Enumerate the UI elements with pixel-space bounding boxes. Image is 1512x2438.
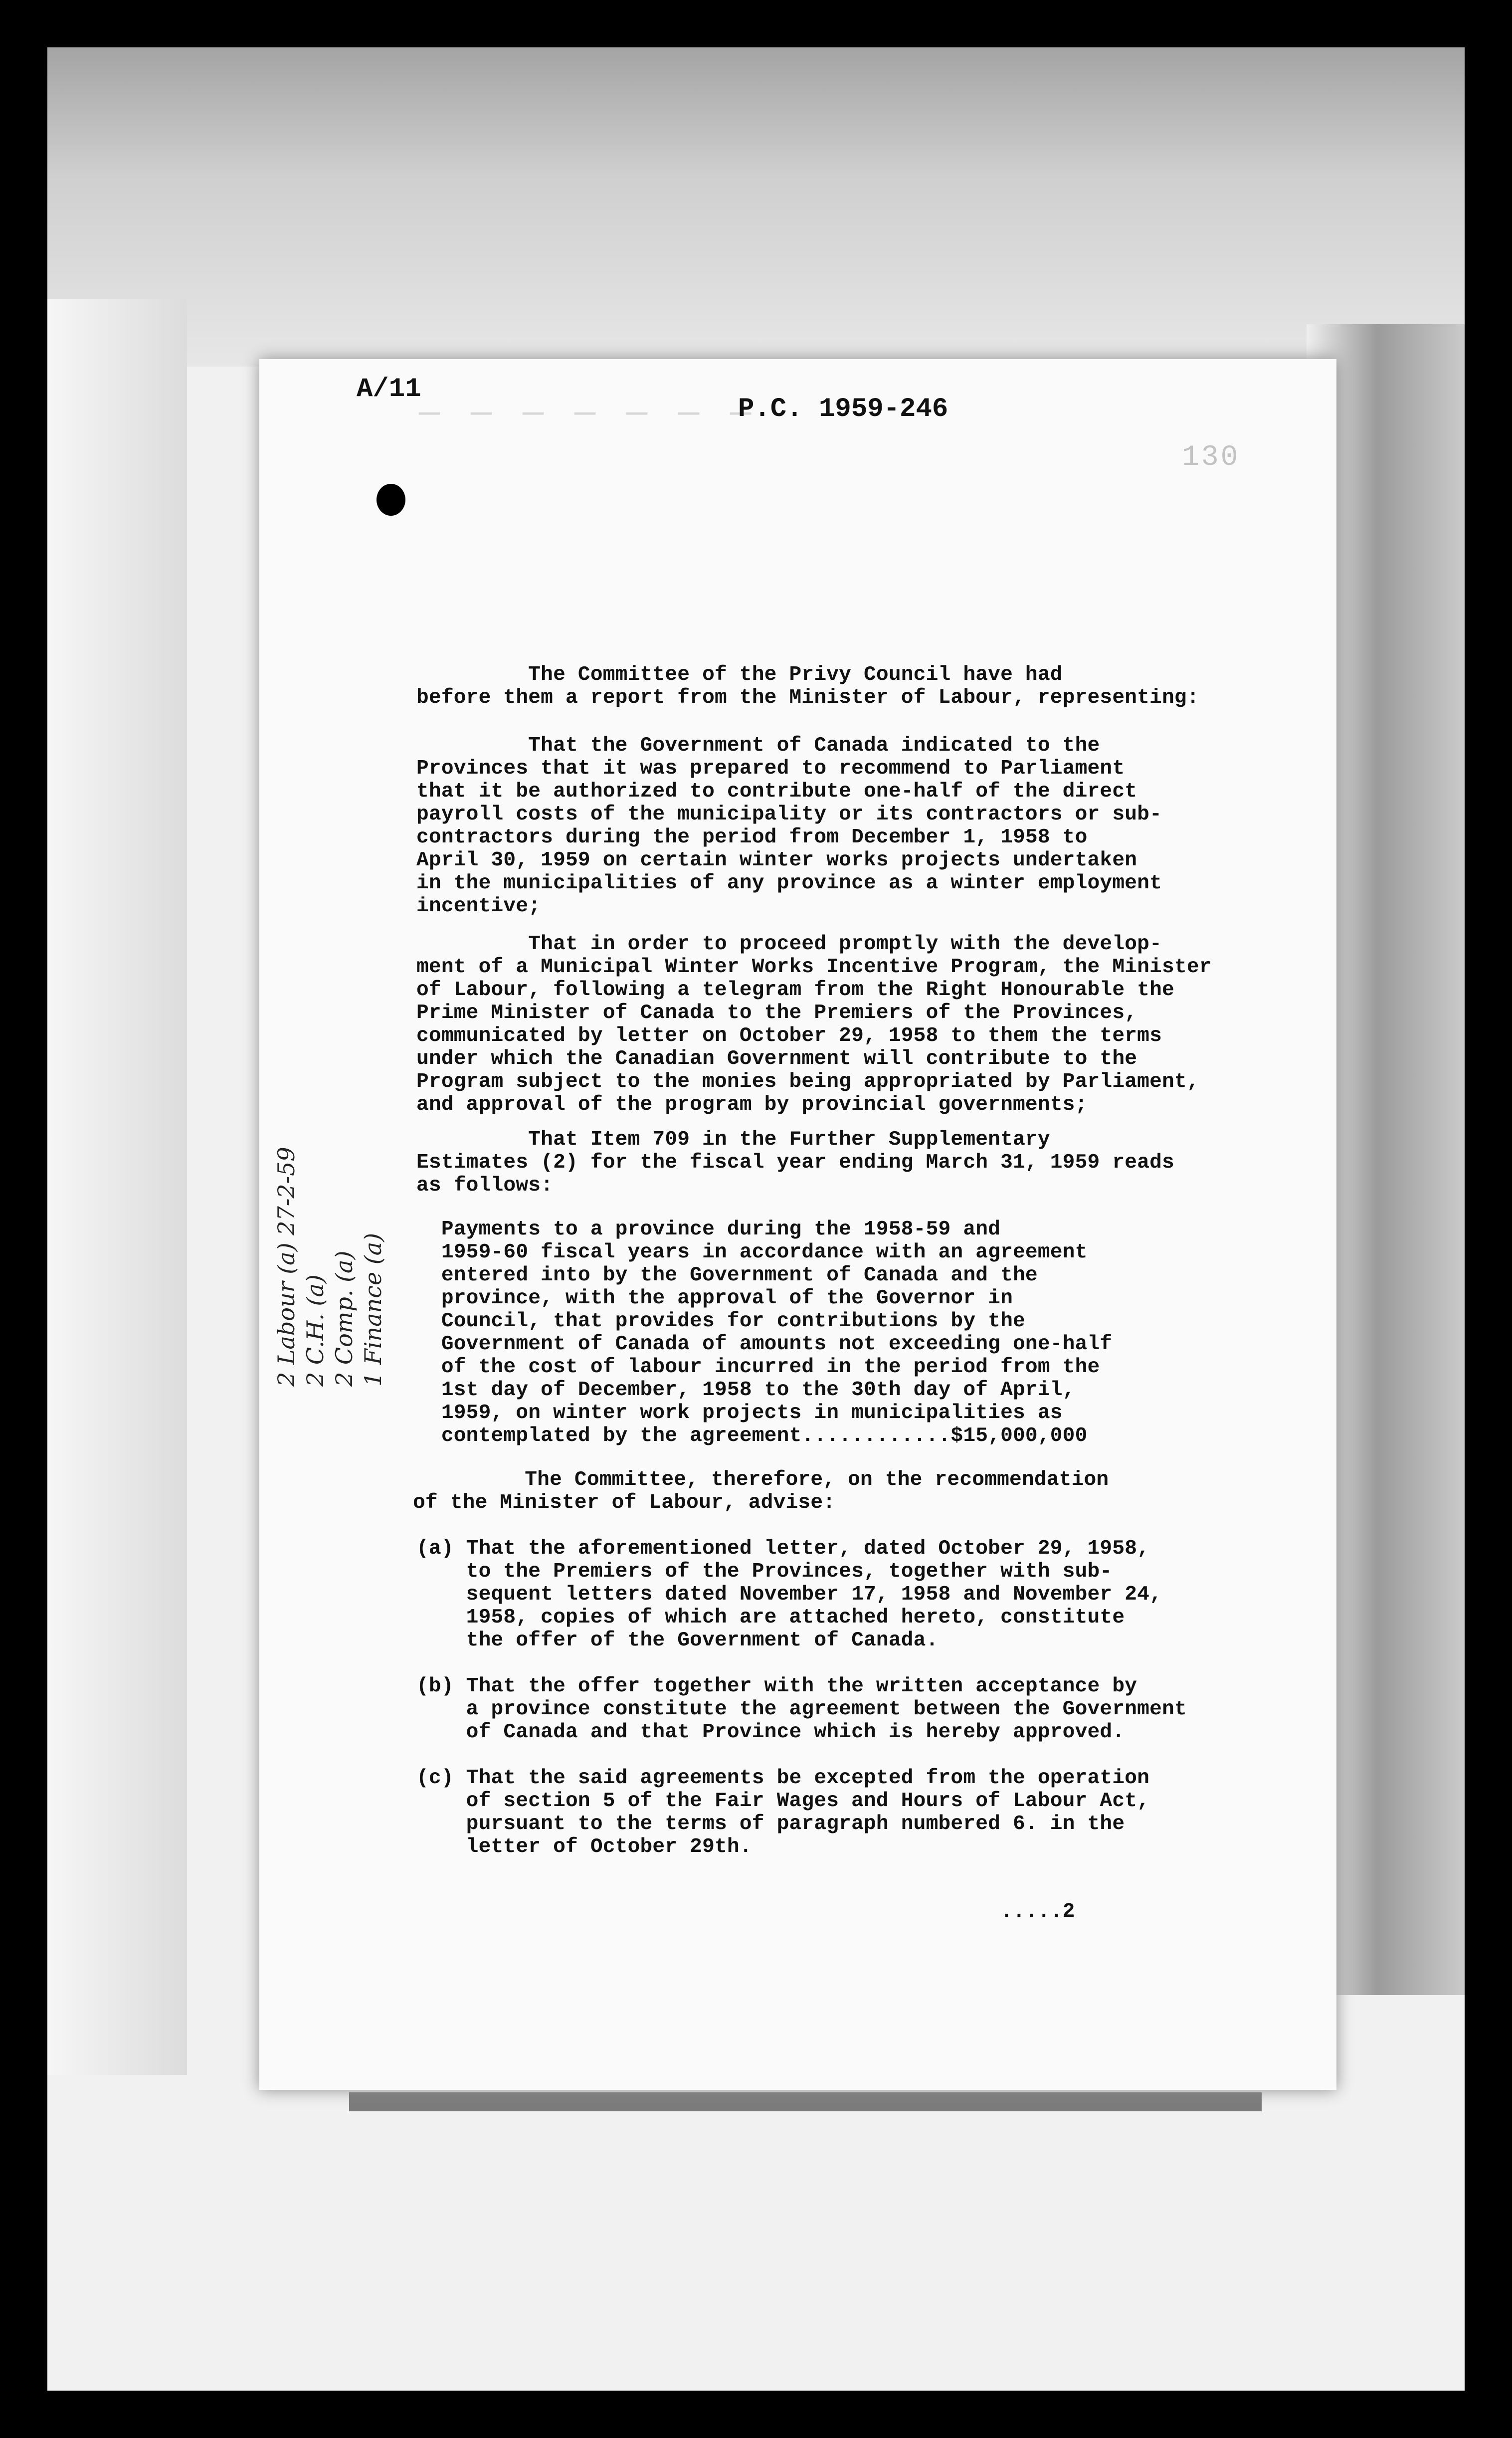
advise-item-c: (c) That the said agreements be excepted from the operation of section 5 of the Fair Wages and Hours of Labour Act, pursuant to the terms of paragraph numbered 6. in the letter of October 29th. [416, 1767, 1150, 1858]
order-reference: P.C. 1959-246 [738, 394, 948, 424]
advise-item-b: (b) That the offer together with the written acceptance by a province constitute the agreement between the Government of Canada and that Province which is hereby approved. [416, 1675, 1187, 1744]
bleed-through-text: — — — — — — — [419, 394, 756, 433]
paragraph-program: That in order to proceed promptly with the develop- ment of a Municipal Winter Works Incentive Program, the Minister of Labour, following a telegram from the Right Honourable the Prime Minister of Canada to the Premiers of the Provinces, communicated by letter on October 29, 1958 to them the terms under which the Canadian Government will contribute to the Program subject to the monies being appropriated by Parliament, and approval of the program by provincial governments; [416, 933, 1212, 1116]
paragraph-government-offer: That the Government of Canada indicated to the Provinces that it was prepared to recommend to Parliament that it be authorized to contribute one-half of the direct payroll costs of the municipality or its contractors or sub- contractors during the period from December 1, 1958 to April 30, 1959 on certain winter works projects undertaken in the municipalities of any province as a winter employment incentive; [416, 734, 1162, 918]
margin-note-line: 2 Comp. (a) [331, 1250, 358, 1387]
handwritten-distribution-note [272, 1232, 681, 1387]
margin-note-line: 1 Finance (a) [360, 1232, 386, 1387]
paragraph-recommendation: The Committee, therefore, on the recommendation of the Minister of Labour, advise: [413, 1468, 1109, 1514]
paragraph-item-709: That Item 709 in the Further Supplementary Estimates (2) for the fiscal year ending March 31, 1959 reads as follows: [416, 1128, 1174, 1197]
paragraph-payments-quote: Payments to a province during the 1958-59 and 1959-60 fiscal years in accordance with an agreement entered into by the Government of Canada and the province, with the approval of the Governor in Council, that provides for contributions by the Government of Canada of amounts not exceeding one-half of the cost of labour incurred in the period from the 1st day of December, 1958 to the 30th day of April, 1959, on winter work projects in municipalities as contemplated by the agreement............$15,000,000 [441, 1218, 1113, 1447]
page-mark: A/11 [357, 374, 421, 405]
background-sheet-left [47, 299, 187, 2075]
continuation-marker: .....2 [416, 1900, 1075, 1923]
hole-punch [377, 484, 405, 516]
background-sheet-top [47, 47, 1465, 367]
document-body [413, 663, 1284, 1923]
margin-note-line [272, 1277, 301, 1387]
advise-item-a: (a) That the aforementioned letter, dated October 29, 1958, to the Premiers of the Provinces, together with sub- sequent letters dated November 17, 1958 and November 24, 1958, copies of which are attached hereto, constitute the offer of the Government of Canada. [416, 1537, 1162, 1652]
paragraph-intro: The Committee of the Privy Council have had before them a report from the Minister of Labour, representing: [416, 663, 1199, 709]
page-edge-shadow [349, 2092, 1262, 2111]
stamp-number: 130 [1182, 441, 1240, 474]
margin-note-line: 2 C.H. (a) [302, 1274, 329, 1387]
